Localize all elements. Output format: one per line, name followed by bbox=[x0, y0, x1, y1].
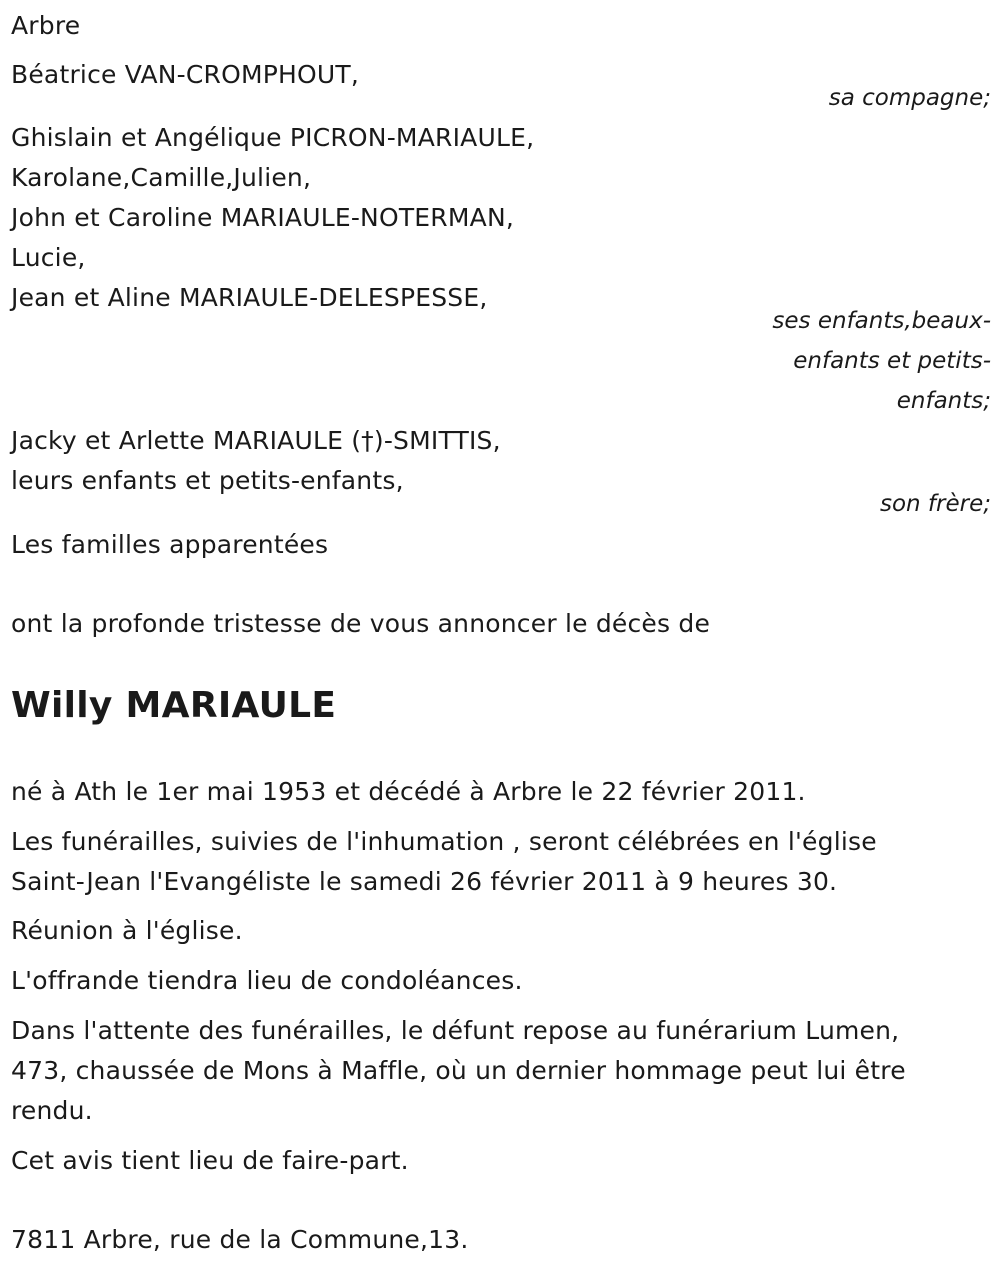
location-header: Arbre bbox=[11, 11, 81, 40]
brother-descendants: leurs enfants et petits-enfants, bbox=[11, 466, 404, 495]
child-family-1: Ghislain et Angélique PICRON-MARIAULE, bbox=[11, 123, 535, 152]
birth-death-info: né à Ath le 1er mai 1953 et décédé à Arbre le 22 février 2011. bbox=[11, 777, 806, 806]
notice-text: Cet avis tient lieu de faire-part. bbox=[11, 1146, 409, 1175]
child-family-2: John et Caroline MARIAULE-NOTERMAN, bbox=[11, 203, 514, 232]
children-relation-line-1: ses enfants,beaux- bbox=[772, 308, 991, 334]
offering-info: L'offrande tiendra lieu de condoléances. bbox=[11, 966, 523, 995]
partner-relation: sa compagne; bbox=[828, 85, 991, 111]
funeral-info-line-1: Les funérailles, suivies de l'inhumation , seront célébrées en l'église bbox=[11, 827, 877, 856]
child-family-3: Jean et Aline MARIAULE-DELESPESSE, bbox=[11, 283, 488, 312]
grandchildren-1: Karolane,Camille,Julien, bbox=[11, 163, 312, 192]
brother-family: Jacky et Arlette MARIAULE (†)-SMITTIS, bbox=[11, 426, 501, 455]
grandchildren-2: Lucie, bbox=[11, 243, 86, 272]
funeral-info-line-2: Saint-Jean l'Evangéliste le samedi 26 février 2011 à 9 heures 30. bbox=[11, 867, 838, 896]
partner-name: Béatrice VAN-CROMPHOUT, bbox=[11, 60, 360, 89]
children-relation-line-2: enfants et petits- bbox=[793, 348, 991, 374]
repose-info-line-3: rendu. bbox=[11, 1096, 93, 1125]
meeting-info: Réunion à l'église. bbox=[11, 916, 243, 945]
deceased-name: Willy MARIAULE bbox=[11, 685, 337, 726]
announcement-text: ont la profonde tristesse de vous annoncer le décès de bbox=[11, 609, 711, 638]
obituary-notice bbox=[11, 0, 991, 1273]
children-relation-line-3: enfants; bbox=[896, 388, 991, 414]
related-families: Les familles apparentées bbox=[11, 530, 329, 559]
repose-info-line-2: 473, chaussée de Mons à Maffle, où un dernier hommage peut lui être bbox=[11, 1056, 906, 1085]
brother-relation: son frère; bbox=[879, 491, 991, 517]
repose-info-line-1: Dans l'attente des funérailles, le défunt repose au funérarium Lumen, bbox=[11, 1016, 900, 1045]
family-address: 7811 Arbre, rue de la Commune,13. bbox=[11, 1225, 469, 1254]
